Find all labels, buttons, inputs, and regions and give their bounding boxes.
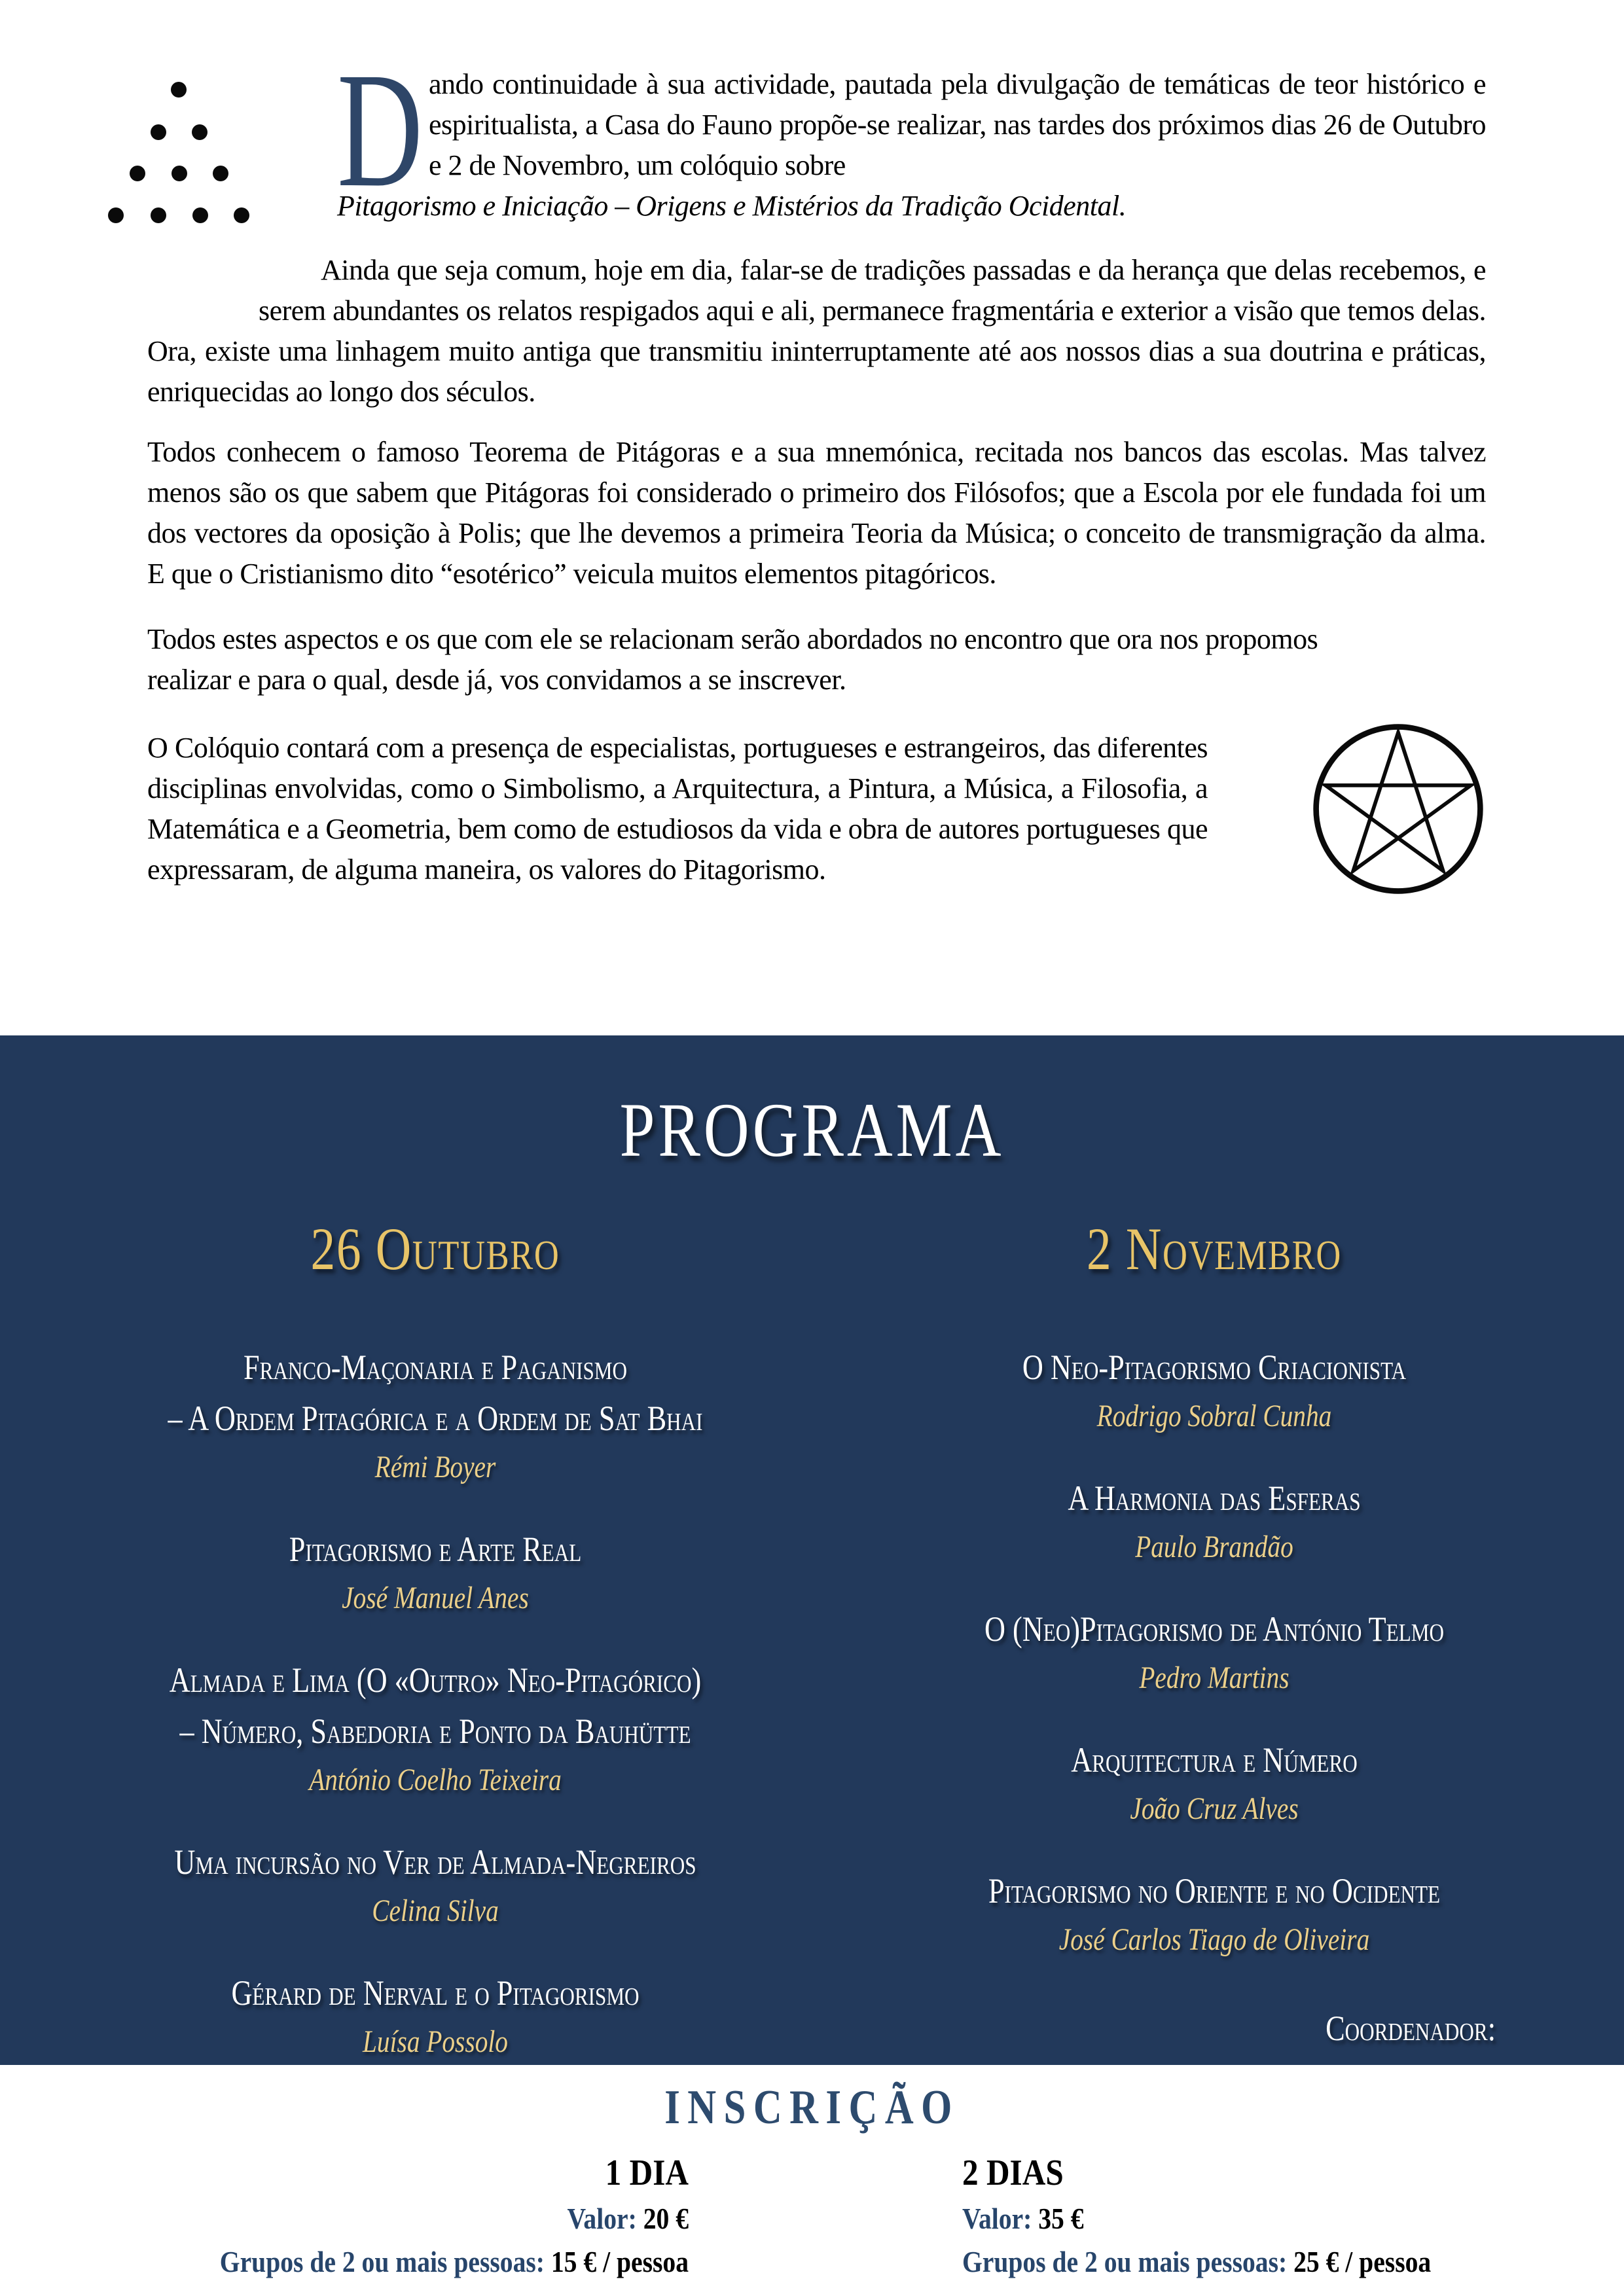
price-line <box>82 2201 689 2236</box>
talk-speaker: Rémi Boyer <box>374 1450 496 1484</box>
talk-title-line: Franco-Maçonaria e Paganismo <box>243 1348 627 1387</box>
talk-title-line: A Harmonia das Esferas <box>1068 1479 1361 1518</box>
program-item <box>835 1473 1594 1567</box>
column-26-outubro <box>56 1215 815 2098</box>
price-line <box>962 2201 1431 2236</box>
groups-label: Grupos de 2 ou mais pessoas: <box>219 2246 545 2278</box>
talk-title-line: Pitagorismo e Arte Real <box>289 1530 582 1569</box>
paragraph-1 <box>337 0 1486 226</box>
groups-label: Grupos de 2 ou mais pessoas: <box>962 2246 1288 2278</box>
talk-title-line: O Neo-Pitagorismo Criacionista <box>1022 1348 1407 1387</box>
column-2-novembro <box>835 1215 1594 2097</box>
talk-title-line: O (Neo)Pitagorismo de António Telmo <box>984 1609 1445 1649</box>
day-count-label: 1 DIA <box>605 2153 689 2193</box>
valor-value: 35 € <box>1038 2202 1084 2235</box>
talk-speaker: Pedro Martins <box>1139 1660 1290 1695</box>
talk-speaker: Luísa Possolo <box>362 2024 508 2059</box>
groups-value: 15 € / pessoa <box>550 2246 689 2278</box>
paragraph-2-text: Ainda que seja comum, hoje em dia, falar-se de tradições passadas e da herança que delas recebemos, e serem abundantes os relatos respigados aqui e ali, permanece fragmentária e exterior a visão que temos delas. Ora, existe uma linhagem muito antiga que transmitiu ininterruptamente até aos nossos dias a sua doutrina e práticas, enriquecidas ao longo dos séculos. <box>147 254 1486 408</box>
program-item <box>56 1967 815 2062</box>
talk-speaker: Celina Silva <box>372 1893 499 1928</box>
talk-title <box>903 1342 1525 1393</box>
program-section <box>0 1035 1624 2065</box>
talk-title <box>903 1734 1525 1785</box>
colloquium-title-italic: Pitagorismo e Iniciação – Origens e Mistérios da Tradição Ocidental. <box>337 190 1127 222</box>
talk-title <box>124 1524 746 1575</box>
program-item <box>835 1734 1594 1829</box>
drop-cap: D <box>337 38 423 221</box>
program-item <box>56 1837 815 1931</box>
paragraph-2 <box>147 250 1486 412</box>
groups-value: 25 € / pessoa <box>1293 2246 1432 2278</box>
talk-title <box>903 1473 1525 1524</box>
talk-title <box>124 1655 746 1757</box>
talk-speaker: António Coelho Teixeira <box>309 1763 562 1797</box>
talk-speaker: Paulo Brandão <box>1135 1530 1293 1564</box>
talk-title <box>124 1967 746 2018</box>
talk-title-line: – A Ordem Pitagórica e a Ordem de Sat Bhai <box>168 1399 703 1438</box>
inscription-1-day <box>0 2153 689 2280</box>
valor-value: 20 € <box>643 2202 689 2235</box>
inscription-title: INSCRIÇÃO <box>664 2081 960 2134</box>
inscription-section <box>0 2065 1624 2296</box>
talk-title <box>903 1604 1525 1655</box>
program-item <box>835 1604 1594 1698</box>
wrap-spacer <box>147 250 259 331</box>
talk-title-line: Arquitectura e Número <box>1071 1740 1358 1780</box>
day-heading-2-novembro: 2 Novembro <box>1087 1215 1342 1282</box>
talk-title-line: Pitagorismo no Oriente e no Ocidente <box>988 1871 1441 1910</box>
talk-title-line: Uma incursão no Ver de Almada-Negreiros <box>174 1842 696 1882</box>
program-item <box>835 1342 1594 1436</box>
talk-title <box>903 1865 1525 1916</box>
talk-speaker: José Carlos Tiago de Oliveira <box>1058 1922 1370 1957</box>
day-count-label: 2 DIAS <box>962 2153 1064 2193</box>
valor-label: Valor: <box>962 2202 1032 2235</box>
inscription-columns <box>0 2153 1624 2280</box>
tetractys-icon <box>101 73 259 230</box>
talk-title <box>124 1837 746 1888</box>
program-item <box>56 1342 815 1487</box>
program-item <box>835 1865 1594 1960</box>
talk-speaker: José Manuel Anes <box>342 1581 529 1615</box>
talk-title-line: Gérard de Nerval e o Pitagorismo <box>231 1973 640 2013</box>
paragraph-1-text: ando continuidade à sua actividade, pautada pela divulgação de temáticas de teor histórico e espiritualista, a Casa do Fauno propõe-se realizar, nas tardes dos próximos dias 26 de Outubro e 2 de Novembro, um colóquio sobre <box>429 68 1486 181</box>
program-heading: PROGRAMA <box>619 1087 1005 1173</box>
talk-speaker: Rodrigo Sobral Cunha <box>1096 1399 1332 1433</box>
inscription-2-days <box>962 2153 1495 2280</box>
day-heading-26-outubro: 26 Outubro <box>310 1215 560 1282</box>
group-price-line <box>82 2244 689 2280</box>
talk-title-line: Almada e Lima (O «Outro» Neo-Pitagórico) <box>169 1660 702 1700</box>
program-item <box>56 1655 815 1800</box>
talk-title-line: – Número, Sabedoria e Ponto da Bauhütte <box>179 1712 691 1751</box>
group-price-line <box>962 2244 1431 2280</box>
paragraph-5: O Colóquio contará com a presença de especialistas, portugueses e estrangeiros, das diferentes disciplinas envolvidas, como o Simbolismo, a Arquitectura, a Pintura, a Música, a Filosofia, a Matemática e a Geometria, bem como de estudiosos da vida e obra de autores portugueses que expressaram, de alguma maneira, os valores do Pitagorismo. <box>147 732 1208 886</box>
paragraph-4: Todos estes aspectos e os que com ele se relacionam serão abordados no encontro que ora nos propomos realizar e para o qual, desde já, vos convidamos a se inscrever. <box>147 623 1318 696</box>
coordinator-label: Coordenador: <box>1326 2009 1496 2048</box>
program-item <box>56 1524 815 1618</box>
talk-title <box>124 1342 746 1444</box>
paragraph-5-block <box>147 728 1486 890</box>
pentagram-icon <box>1310 715 1486 903</box>
paragraph-3: Todos conhecem o famoso Teorema de Pitágoras e a sua mnemónica, recitada nos bancos das escolas. Mas talvez menos são os que sabem que Pitágoras foi considerado o primeiro dos Filósofos; que a Escola por ele fundada foi um dos vectores da oposição à Polis; que lhe devemos a primeira Teoria da Música; o conceito de transmigração da alma. E que o Cristianismo dito “esotérico” veicula muitos elementos pitagóricos. <box>147 436 1486 590</box>
program-columns <box>0 1215 1624 2098</box>
talk-speaker: João Cruz Alves <box>1130 1791 1299 1826</box>
valor-label: Valor: <box>567 2202 637 2235</box>
intro-section <box>0 0 1624 1035</box>
